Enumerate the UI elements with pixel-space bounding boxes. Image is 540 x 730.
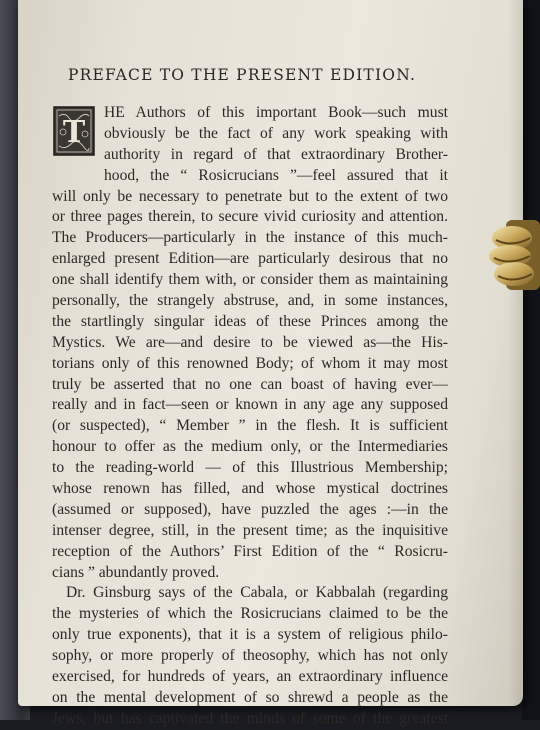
brass-clasp-icon <box>486 218 540 292</box>
text-line: the mysteries of which the Rosicrucians claimed to be the <box>52 605 448 623</box>
text-line: torians only of this renowned Body; of whom it may most <box>52 354 448 372</box>
page-shadow <box>508 0 528 706</box>
text-line: only true exponents), that it is a system of religious philo- <box>52 626 448 644</box>
text-line: really and in fact—seen or known in any age any supposed <box>52 396 448 414</box>
text-line: truly be asserted that no one can boast of having ever— <box>52 375 448 393</box>
text-line: cians ” abundantly proved. <box>52 563 220 581</box>
text-line: honour to offer as the medium only, or the Intermediaries <box>52 438 448 456</box>
text-line: The Producers—particularly in the instance of this much- <box>52 229 448 247</box>
text-line: or three pages therein, to secure vivid curiosity and attention. <box>52 208 448 226</box>
text-line: HE Authors of this important Book—such must <box>104 104 448 121</box>
text-line: will only be necessary to penetrate but to the extent of two <box>52 187 448 205</box>
text-line: intenser degree, still, in the present time; as the inquisitive <box>52 521 448 539</box>
text-line: the startlingly singular ideas of these Princes among the <box>52 312 448 330</box>
text-line: one shall identify them with, or consider them as maintaining <box>52 271 448 289</box>
text-line: reception of the Authors’ First Edition of the “ Rosicru- <box>52 542 448 560</box>
text-line: Jews, but has captivated the minds of some of the greatest <box>52 709 448 727</box>
text-line: whose renown has filled, and whose mystical doctrines <box>52 480 448 498</box>
text-line: on the mental development of so shrewd a people as the <box>52 688 448 706</box>
body-text <box>52 103 448 730</box>
svg-text:T: T <box>62 115 86 150</box>
text-line: authority in regard of that extraordinary Brother- <box>104 145 448 163</box>
text-line: Dr. Ginsburg says of the Cabala, or Kabbalah (regarding <box>66 584 448 602</box>
text-line: (or suspected), “ Member ” in the flesh. It is sufficient <box>52 417 448 435</box>
text-line: personally, the strangely abstruse, and, in some instances, <box>52 292 448 310</box>
text-line: enlarged present Edition—are particularly desirous that no <box>52 250 448 268</box>
text-line: (assumed or supposed), have puzzled the ages :—in the <box>52 500 448 518</box>
text-line: hood, the “ Rosicrucians ”—feel assured that it <box>104 166 448 184</box>
text-line: sophy, or more properly of theosophy, which has not only <box>52 647 448 665</box>
text-line: exercised, for hundreds of years, an extraordinary influence <box>52 668 448 686</box>
text-line: to the reading-world — of this Illustrious Membership; <box>52 459 448 477</box>
chapter-heading: PREFACE TO THE PRESENT EDITION. <box>68 66 417 84</box>
text-line: Mystics. We are—and desire to be viewed as—the His- <box>52 333 448 351</box>
text-line: obviously be the fact of any work speaking with <box>104 124 448 142</box>
